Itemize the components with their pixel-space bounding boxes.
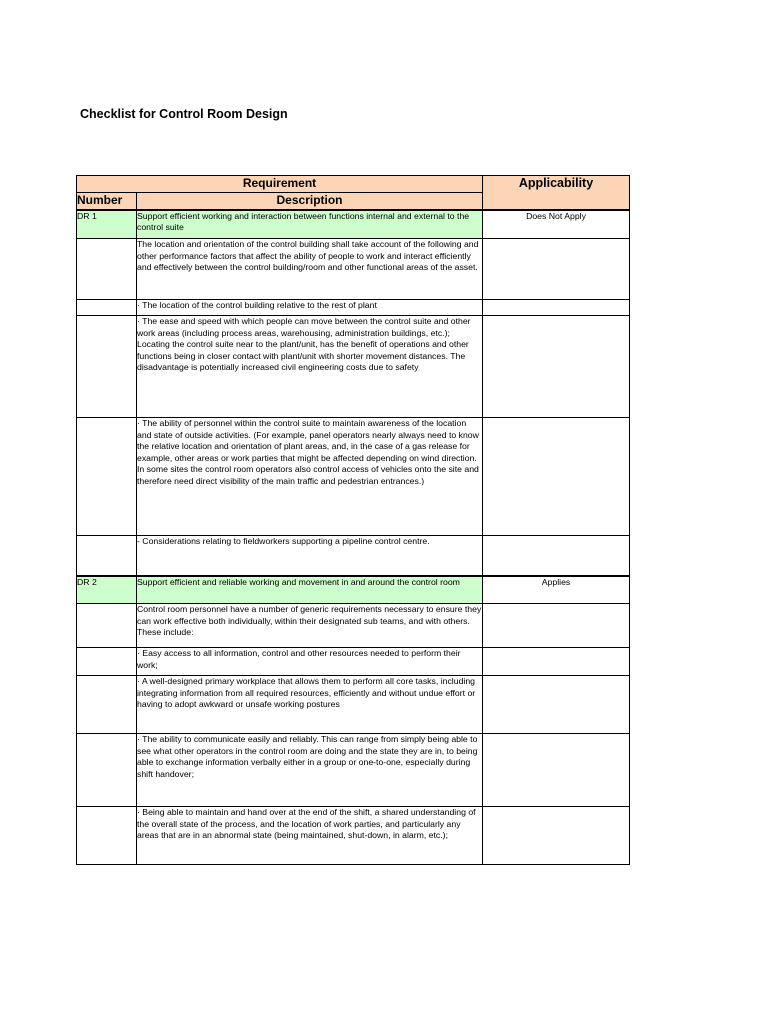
requirement-description: · The ability of personnel within the control suite to maintain awareness of the location and state of outside activities. (For example, panel operators nearly always need to know the relative location and orientation of plant areas, and, in the case of a gas release for example, other areas or work parties that might be affected depending on wind direction. In some sites the control room operators also control access of vehicles onto the site and therefore need direct visibility of the main traffic and pedestrian entrances.): [137, 418, 483, 536]
requirement-number: [77, 536, 137, 576]
table-row: [77, 734, 630, 807]
table-row: [77, 676, 630, 734]
requirement-number: [77, 676, 137, 734]
table-row: [77, 316, 630, 418]
table-row: [77, 418, 630, 536]
applicability-value: [483, 807, 630, 865]
requirement-description: · Being able to maintain and hand over at the end of the shift, a shared understanding of the overall state of the process, and the location of work parties, and particularly any areas that are in an abnormal state (being maintained, shut-down, in alarm, etc.);: [137, 807, 483, 865]
requirement-number: [77, 807, 137, 865]
applicability-value: [483, 648, 630, 676]
requirement-description: Support efficient and reliable working and movement in and around the control room: [137, 576, 483, 604]
requirement-description: · The ease and speed with which people can move between the control suite and other work areas (including process areas, warehousing, administration buildings, etc.); Locating the control suite near to the plant/unit, has the benefit of operations and other functions being in closer contact with plant/unit with shorter movement distances. The disadvantage is potentially increased civil engineering costs due to safety: [137, 316, 483, 418]
page-title: Checklist for Control Room Design: [80, 107, 288, 121]
applicability-header: Applicability: [483, 176, 630, 210]
requirement-description: · Easy access to all information, control and other resources needed to perform their work;: [137, 648, 483, 676]
requirement-description: Support efficient working and interaction between functions internal and external to the control suite: [137, 210, 483, 239]
requirement-number: DR 2: [77, 576, 137, 604]
requirement-description: The location and orientation of the control building shall take account of the following and other performance factors that affect the ability of people to work and interact efficiently and effectively between the control building/room and other functional areas of the asset.: [137, 239, 483, 300]
applicability-value: [483, 536, 630, 576]
requirement-description: · The ability to communicate easily and reliably. This can range from simply being able to see what other operators in the control room are doing and the state they are in, to being able to exchange information verbally either in a group or one-to-one, especially during shift handover;: [137, 734, 483, 807]
applicability-value: [483, 418, 630, 536]
requirement-header: Requirement: [77, 176, 483, 193]
table-row: [77, 300, 630, 316]
requirement-number: [77, 648, 137, 676]
table-row: [77, 604, 630, 648]
requirement-description: · A well-designed primary workplace that allows them to perform all core tasks, including integrating information from all required resources, efficiently and without undue effort or having to adopt awkward or unsafe working postures: [137, 676, 483, 734]
requirement-number: [77, 418, 137, 536]
applicability-value: [483, 316, 630, 418]
table-row: [77, 576, 630, 604]
requirement-description: Control room personnel have a number of generic requirements necessary to ensure they can work effective both individually, within their designated sub teams, and with others. These include:: [137, 604, 483, 648]
requirement-number: DR 1: [77, 210, 137, 239]
table-row: [77, 648, 630, 676]
requirement-description: - Considerations relating to fieldworkers supporting a pipeline control centre.: [137, 536, 483, 576]
applicability-value: [483, 604, 630, 648]
applicability-value: [483, 300, 630, 316]
applicability-value: [483, 239, 630, 300]
description-header: Description: [137, 193, 483, 210]
requirement-description: · The location of the control building relative to the rest of plant: [137, 300, 483, 316]
table-row: [77, 807, 630, 865]
requirement-number: [77, 604, 137, 648]
applicability-value: Applies: [483, 576, 630, 604]
checklist-table: [76, 175, 630, 865]
applicability-value: [483, 734, 630, 807]
requirement-number: [77, 316, 137, 418]
number-header: Number: [77, 193, 137, 210]
table-row: [77, 239, 630, 300]
table-row: [77, 210, 630, 239]
applicability-value: Does Not Apply: [483, 210, 630, 239]
applicability-value: [483, 676, 630, 734]
requirement-number: [77, 734, 137, 807]
requirement-number: [77, 300, 137, 316]
table-row: [77, 536, 630, 576]
requirement-number: [77, 239, 137, 300]
